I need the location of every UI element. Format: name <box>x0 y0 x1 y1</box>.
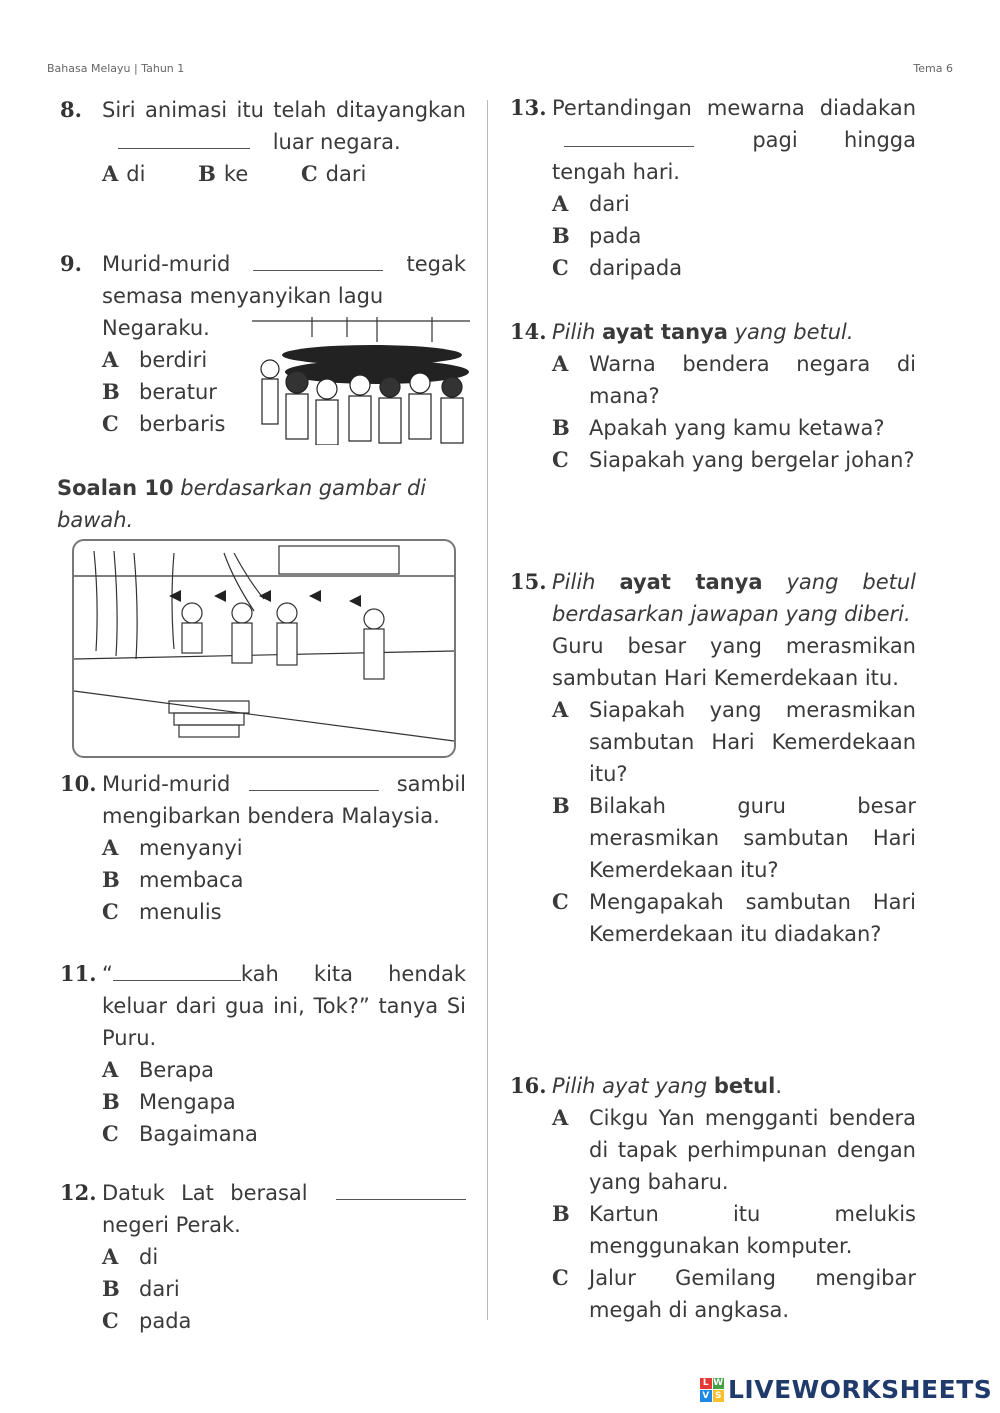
question-number: 8. <box>60 97 82 122</box>
option-a[interactable]: A berdiri <box>102 347 208 372</box>
option-b[interactable]: B membaca <box>102 867 244 892</box>
option-c[interactable]: C Siapakah yang bergelar johan? <box>552 447 915 472</box>
stem-text: Murid-murid <box>102 252 231 276</box>
stem-bold: ayat tanya <box>602 320 728 344</box>
question-stem <box>552 316 916 348</box>
stem-text: sambil mengibarkan bendera Malaysia. <box>102 772 466 828</box>
option-a[interactable]: A di <box>102 161 146 186</box>
assembly-illustration <box>252 317 470 445</box>
stem-bold: ayat tanya <box>619 570 763 594</box>
stem-text: Negaraku. <box>102 316 210 340</box>
stage-drawing <box>74 541 454 756</box>
intro-italic: berdasarkan gambar di bawah. <box>57 476 427 532</box>
stem-text: “ <box>102 962 113 986</box>
logo-text: LIVEWORKSHEETS <box>728 1375 993 1404</box>
intro-bold: Soalan 10 <box>57 476 174 500</box>
question-13 <box>510 92 916 284</box>
option-b[interactable]: B Bilakah guru besar merasmikan sambutan Hari Kemerdekaan itu? <box>552 793 916 882</box>
question-11 <box>60 958 466 1150</box>
answer-blank[interactable] <box>118 130 250 149</box>
stem-text: yang betul berdasarkan jawapan yang diberi. <box>552 570 916 626</box>
option-c[interactable]: C pada <box>102 1308 192 1333</box>
answer-blank[interactable] <box>113 962 241 981</box>
stage-illustration <box>72 539 456 758</box>
stem-text: yang betul. <box>734 320 854 344</box>
question-number: 16. <box>510 1073 547 1098</box>
question-stem <box>102 248 466 312</box>
question-16 <box>510 1070 916 1326</box>
question-number: 15. <box>510 569 547 594</box>
column-divider <box>487 100 488 1320</box>
option-c[interactable]: C Bagaimana <box>102 1121 258 1146</box>
stem-text: Pilih ayat yang <box>552 1074 708 1098</box>
option-c[interactable]: C daripada <box>552 255 683 280</box>
question-14 <box>510 316 916 476</box>
option-c[interactable]: C Mengapakah sambutan Hari Kemerdekaan itu diadakan? <box>552 889 916 946</box>
option-b[interactable]: B beratur <box>102 379 217 404</box>
question-number: 13. <box>510 95 547 120</box>
question-number: 14. <box>510 319 547 344</box>
stem-text: Pilih <box>552 320 596 344</box>
question-number: 9. <box>60 251 82 276</box>
question-stem <box>552 92 916 188</box>
liveworksheets-logo[interactable] <box>700 1375 992 1404</box>
option-a[interactable]: A menyanyi <box>102 835 243 860</box>
question-8 <box>60 94 466 190</box>
stem-text: Murid-murid <box>102 772 231 796</box>
option-list <box>102 158 466 190</box>
option-c[interactable]: C Jalur Gemilang mengibar megah di angkasa. <box>552 1265 916 1322</box>
logo-badge-icon: L W V S <box>700 1378 724 1402</box>
question-15 <box>510 566 916 950</box>
question-number: 12. <box>60 1180 97 1205</box>
option-a[interactable]: A Berapa <box>102 1057 215 1082</box>
option-a[interactable]: A Warna bendera negara di mana? <box>552 351 916 408</box>
stem-text: Datuk Lat berasal <box>102 1181 308 1205</box>
option-b[interactable]: B Apakah yang kamu ketawa? <box>552 415 885 440</box>
subject-header: Bahasa Melayu | Tahun 1 <box>47 62 185 75</box>
option-b[interactable]: B pada <box>552 223 642 248</box>
stem-text: luar negara. <box>272 130 401 154</box>
option-b[interactable]: B Kartun itu melukis menggunakan komputer. <box>552 1201 916 1258</box>
answer-blank[interactable] <box>564 128 694 147</box>
option-a[interactable]: A Cikgu Yan mengganti bendera di tapak perhimpunan dengan yang baharu. <box>552 1105 916 1194</box>
question-stem <box>102 768 466 832</box>
stem-text: Siri animasi itu telah ditayangkan <box>102 98 466 122</box>
answer-blank[interactable] <box>249 772 379 791</box>
option-b[interactable]: B Mengapa <box>102 1089 236 1114</box>
question-stem <box>552 1070 916 1102</box>
stem-text: negeri Perak. <box>102 1213 241 1237</box>
question-number: 11. <box>60 961 97 986</box>
stem-bold: betul <box>713 1074 776 1098</box>
answer-blank[interactable] <box>253 252 383 271</box>
question-10 <box>60 768 466 928</box>
section-intro <box>57 472 467 536</box>
stem-text: . <box>775 1074 783 1098</box>
theme-header: Tema 6 <box>913 62 953 75</box>
question-stem <box>102 958 466 1054</box>
stem-text: Pilih <box>552 570 596 594</box>
stem-text: pagi hingga tengah hari. <box>552 128 916 184</box>
option-a[interactable]: A Siapakah yang merasmikan sambutan Hari Kemerdekaan itu? <box>552 697 916 786</box>
option-c[interactable]: C dari <box>300 161 367 186</box>
question-number: 10. <box>60 771 97 796</box>
question-stem <box>102 1177 466 1241</box>
option-a[interactable]: A dari <box>552 191 630 216</box>
answer-blank[interactable] <box>336 1181 466 1200</box>
option-c[interactable]: C menulis <box>102 899 222 924</box>
option-c[interactable]: C berbaris <box>102 411 226 436</box>
question-stem <box>102 94 466 158</box>
stem-text: Pertandingan mewarna diadakan <box>552 96 916 120</box>
question-stem <box>552 566 916 630</box>
option-b[interactable]: B ke <box>198 161 249 186</box>
stem-text: kah kita hendak keluar dari gua ini, Tok?” tanya Si Puru. <box>102 962 466 1050</box>
option-a[interactable]: A di <box>102 1244 159 1269</box>
option-b[interactable]: B dari <box>102 1276 180 1301</box>
question-12 <box>60 1177 466 1337</box>
stem-text: tegak semasa menyanyikan lagu <box>102 252 466 308</box>
given-answer: Guru besar yang merasmikan sambutan Hari Kemerdekaan itu. <box>552 634 916 690</box>
